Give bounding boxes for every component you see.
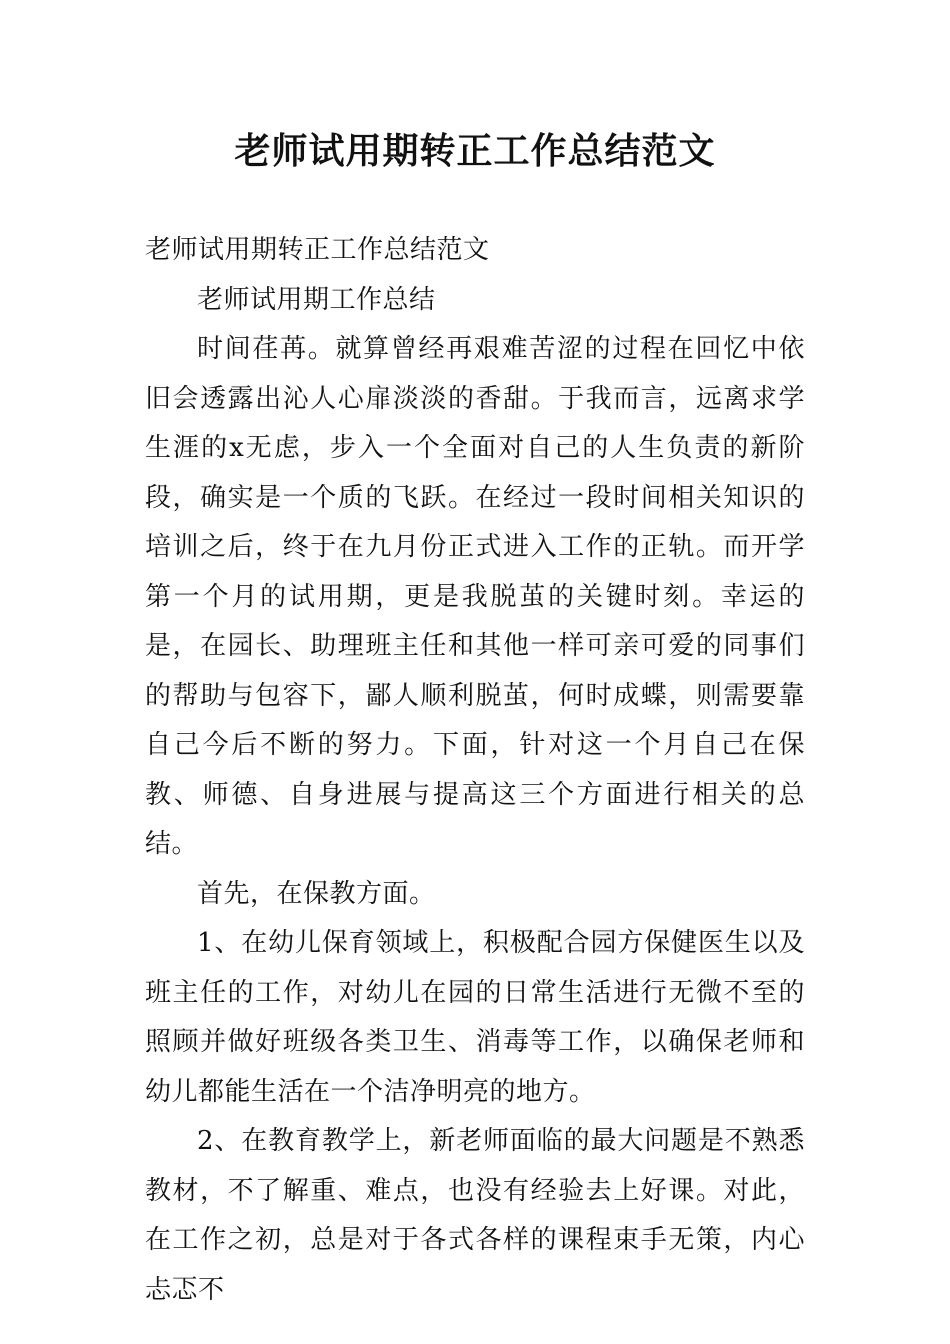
paragraph-heading: 老师试用期工作总结 — [197, 284, 436, 315]
document-title: 老师试用期转正工作总结范文 — [234, 131, 716, 172]
paragraph-section-heading: 首先，在保教方面。 — [197, 878, 436, 909]
paragraph-item-1: 1、在幼儿保育领域上，积极配合园方保健医生以及班主任的工作，对幼儿在园的日常生活进行无微不至的照顾并做好班级各类卫生、消毒等工作，以确保老师和幼儿都能生活在一个洁净明亮的地方。 — [145, 928, 805, 1107]
document-body — [145, 226, 805, 1315]
paragraph-subtitle: 老师试用期转正工作总结范文 — [145, 235, 490, 265]
paragraph-intro: 时间荏苒。就算曾经再艰难苦涩的过程在回忆中依旧会透露出沁人心扉淡淡的香甜。于我而言，远离求学生涯的x无虑，步入一个全面对自己的人生负责的新阶段，确实是一个质的飞跃。在经过一段时间相关知识的培训之后，终于在九月份正式进入工作的正轨。而开学第一个月的试用期，更是我脱茧的关键时刻。幸运的是，在园长、助理班主任和其他一样可亲可爱的同事们的帮助与包容下，鄙人顺利脱茧，何时成蝶，则需要靠自己今后不断的努力。下面，针对这一个月自己在保教、师德、自身进展与提高这三个方面进行相关的总结。 — [145, 334, 805, 859]
paragraph-item-2: 2、在教育教学上，新老师面临的最大问题是不熟悉教材，不了解重、难点，也没有经验去上好课。对此，在工作之初，总是对于各式各样的课程束手无策，内心忐忑不 — [145, 1126, 805, 1305]
